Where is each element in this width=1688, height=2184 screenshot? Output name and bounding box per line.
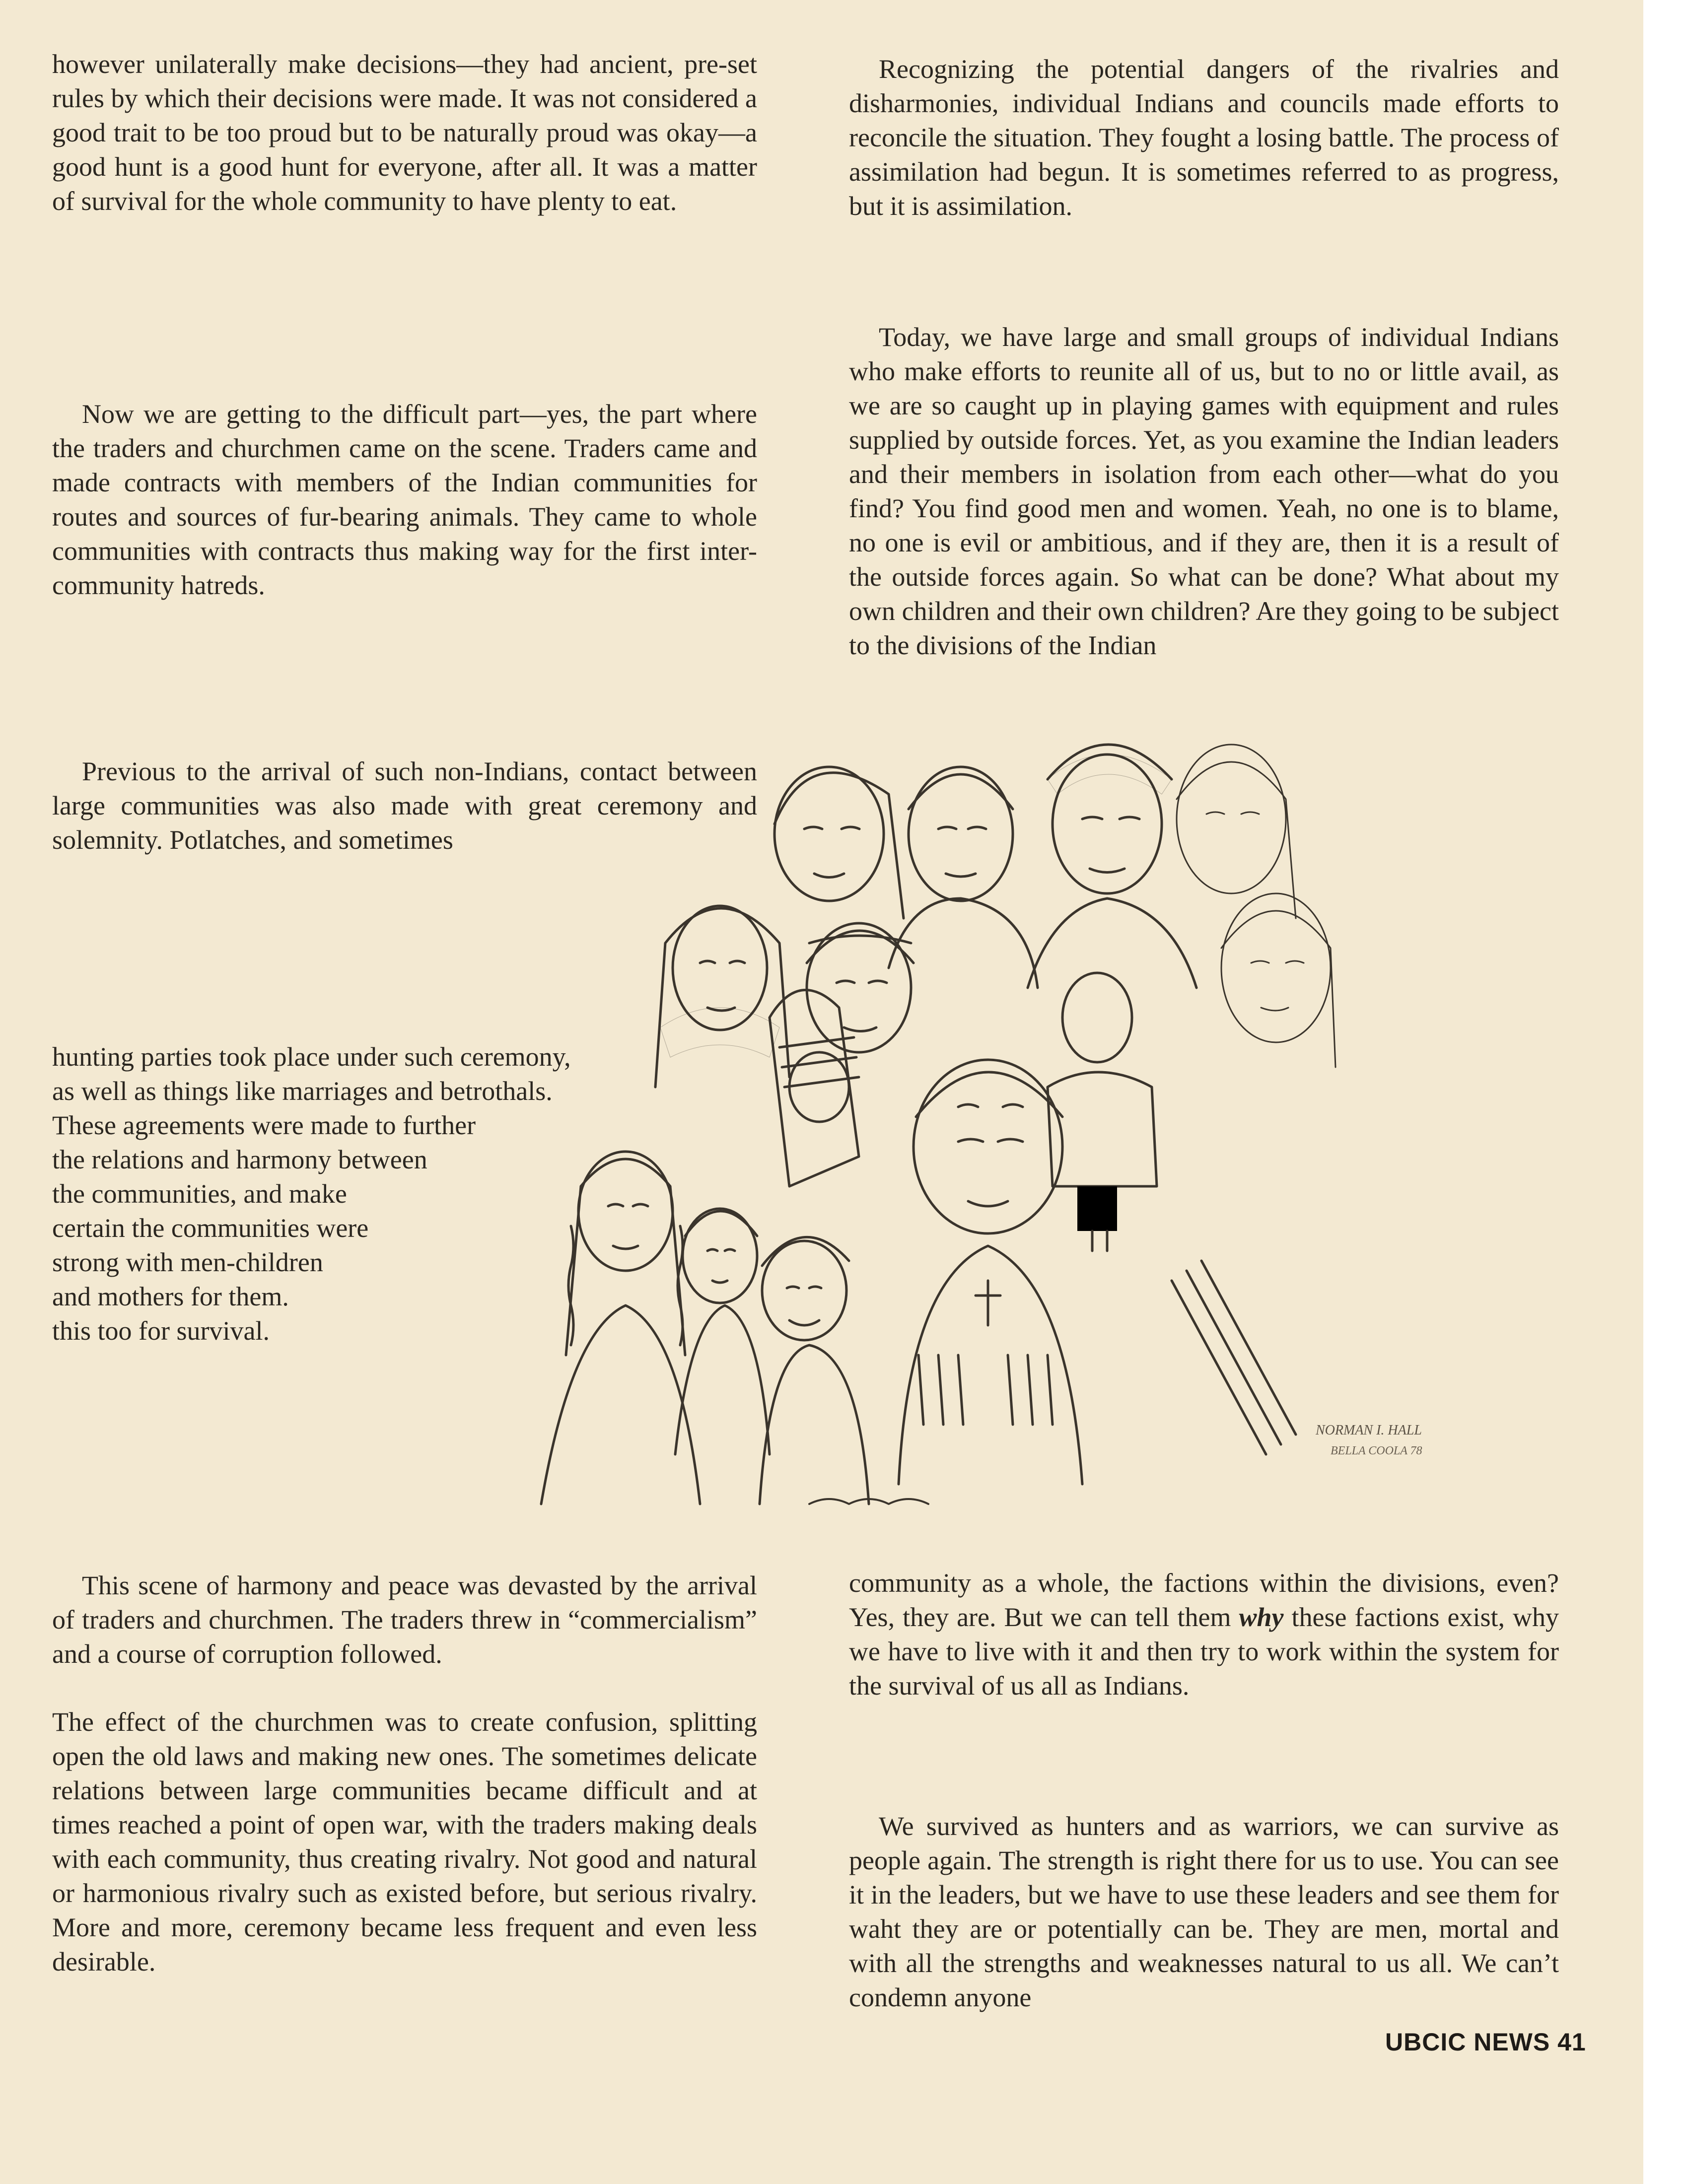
wrap-line: hunting parties took place under such ceremony, (52, 1042, 571, 1072)
left-paragraph-3: Previous to the arrival of such non-Indians, contact between large communities was also made with great ceremony and solemnity. Potlatches, and sometimes (52, 756, 757, 855)
totem-pole (1172, 1261, 1296, 1454)
artist-signature-sub: BELLA COOLA 78 (1331, 1444, 1422, 1457)
wrap-line: the communities, and make (52, 1179, 347, 1209)
right-paragraph-3 (849, 1566, 1559, 1703)
page-edge (1643, 0, 1688, 2184)
wrap-line: These agreements were made to further (52, 1110, 476, 1140)
wrap-line: strong with men-children (52, 1247, 323, 1277)
right-paragraph-4: We survived as hunters and as warriors, we can survive as people again. The strength is right there for us to use. You can see it in the leaders, but we have to use these leaders and see them for waht they are or potentially can be. They are men, mortal and with all the strengths and weaknesses natural to us all. We can’t condemn anyone (849, 1811, 1559, 2012)
face-faint-right-top (1177, 745, 1296, 918)
left-paragraph-5: This scene of harmony and peace was devasted by the arrival of traders and churchmen. The traders threw in “commercialism” and a course of corruption followed. (52, 1570, 757, 1669)
right-paragraph-1: Recognizing the potential dangers of the rivalries and disharmonies, individual Indians and councils made efforts to reconcile the situation. They fought a losing battle. The process of assimilation had begun. It is sometimes referred to as progress, but it is assimilation. (849, 54, 1559, 221)
right-paragraph-2: Today, we have large and small groups of individual Indians who make efforts to reunite all of us, but to no or little avail, as we are so caught up in playing games with equipment and rules supplied by outside forces. Yet, as you examine the Indian leaders and their members in isolation from each other—what do you find? You find good men and women. Yeah, no one is to blame, no one is evil or ambitious, and if they are, then it is a result of the outside forces again. So what can be done? What about my own children and their own children? Are they going to be subject to the divisions of the Indian (849, 322, 1559, 660)
face-child-left (675, 1209, 770, 1454)
right-p3-before: community as a whole, the factions within the divisions, even? Yes, they are. But we can tell them (849, 1568, 1559, 1632)
wrap-line: certain the communities were (52, 1213, 369, 1243)
left-paragraph-1: however unilaterally make decisions—they had ancient, pre-set rules by which their decisions were made. It was not considered a good trait to be too proud but to be naturally proud was okay—a good hunt is a good hunt for everyone, after all. It was a matter of survival for the whole community to have plenty to eat. (52, 49, 757, 216)
page-footer: UBCIC NEWS 41 (1385, 2028, 1586, 2056)
figure-seated (1048, 973, 1157, 1251)
shade-hair (660, 1008, 779, 1057)
face-elder-woman (899, 1060, 1082, 1484)
faces-sketch (511, 710, 1604, 1524)
face-faint-right-mid (1221, 893, 1336, 1067)
emphasis-why: why (1239, 1602, 1284, 1632)
artist-signature: NORMAN I. HALL (1316, 1423, 1422, 1438)
face-young-woman (774, 767, 904, 918)
faces-illustration (511, 710, 1604, 1524)
face-man-shawl (889, 767, 1038, 988)
right-p3-after: these factions exist, why we have to live with it and then try to work within the system for the survival of us all as Indians. (849, 1602, 1559, 1701)
face-elder-man (1028, 745, 1196, 988)
left-paragraph-6: The effect of the churchmen was to create confusion, splitting open the old laws and making new ones. The sometimes delicate relations between large communities became difficult and at times reached a point of open war, with the traders making deals with each community, thus creating rivalry. Not good and natural or harmonious rivalry such as existed before, but serious rivalry. More and more, ceremony became less frequent and even less desirable. (52, 1707, 757, 1977)
wrap-line: as well as things like marriages and betrothals. (52, 1076, 553, 1106)
face-man-headscarf (655, 906, 789, 1087)
face-child-right (760, 1237, 869, 1504)
wrap-line: and mothers for them. (52, 1282, 289, 1311)
wrap-line: this too for survival. (52, 1316, 270, 1346)
left-paragraph-2: Now we are getting to the difficult part—yes, the part where the traders and churchmen came on the scene. Traders came and made contracts with members of the Indian communities for routes and sources of fur-bearing animals. They came to whole communities with contracts thus making way for the first inter-community hatreds. (52, 399, 757, 600)
wrap-line: the relations and harmony between (52, 1145, 427, 1174)
